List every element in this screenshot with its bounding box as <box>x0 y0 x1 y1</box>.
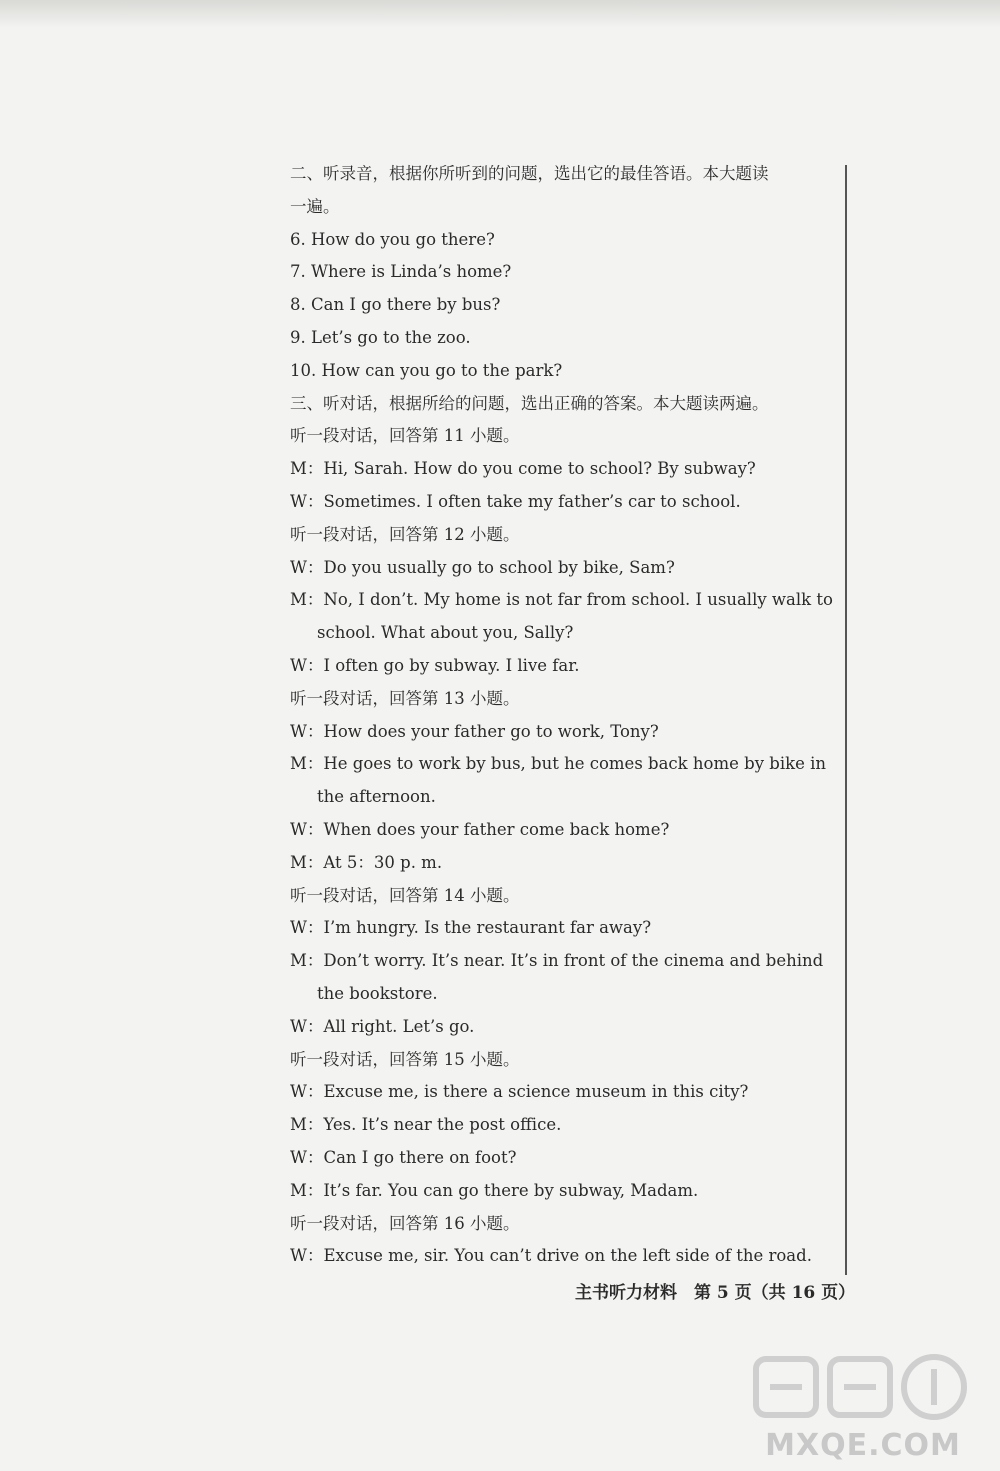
text-line: 听一段对话，回答第 11 小题。 <box>290 426 520 446</box>
text-line: W：All right. Let’s go. <box>290 1016 475 1036</box>
text-line: M：Yes. It’s near the post office. <box>290 1115 562 1135</box>
text-line: the afternoon. <box>317 787 436 807</box>
watermark <box>748 1343 978 1463</box>
text-line: 8. Can I go there by bus? <box>290 295 501 315</box>
text-line: W：Excuse me, is there a science museum in this city? <box>290 1082 749 1102</box>
text-line: M：At 5：30 p. m. <box>290 852 443 872</box>
text-line: W：When does your father come back home? <box>290 819 670 839</box>
text-line: 二、听录音，根据你所听到的问题，选出它的最佳答语。本大题读 <box>290 164 769 183</box>
text-line: M：Hi, Sarah. How do you come to school? By subway? <box>290 459 756 479</box>
text-line: M：It’s far. You can go there by subway, Madam. <box>290 1180 699 1200</box>
text-line: 10. How can you go to the park? <box>290 360 563 380</box>
text-line: 三、听对话，根据所给的问题，选出正确的答案。本大题读两遍。 <box>290 393 769 413</box>
text-line: W：I often go by subway. I live far. <box>290 655 580 675</box>
text-line: school. What about you, Sally? <box>317 623 574 643</box>
text-line: 听一段对话，回答第 16 小题。 <box>290 1213 520 1233</box>
text-line: 9. Let’s go to the zoo. <box>290 327 471 347</box>
text-line: W：Can I go there on foot? <box>290 1147 517 1167</box>
text-line: W：Sometimes. I often take my father’s car to school. <box>290 491 741 511</box>
text-line: W：Excuse me, sir. You can’t drive on the left side of the road. <box>290 1246 812 1266</box>
answer-logo-icon <box>750 1351 970 1423</box>
text-line: W：I’m hungry. Is the restaurant far away? <box>290 918 652 938</box>
text-line: 听一段对话，回答第 12 小题。 <box>290 524 520 544</box>
text-line: 一遍。 <box>290 196 340 216</box>
text-line: W：Do you usually go to school by bike, Sam? <box>290 557 675 577</box>
text-line: M：No, I don’t. My home is not far from school. I usually walk to <box>290 590 833 610</box>
text-line: W：How does your father go to work, Tony? <box>290 721 659 741</box>
text-line: the bookstore. <box>317 983 438 1003</box>
text-line: 6. How do you go there? <box>290 229 495 249</box>
page-footer: 主书听力材料 第 5 页（共 16 页） <box>575 1283 856 1303</box>
listening-script-text <box>290 158 840 1273</box>
text-line: M：He goes to work by bus, but he comes back home by bike in <box>290 754 827 774</box>
page-top-shadow <box>0 0 1000 28</box>
text-line: 听一段对话，回答第 13 小题。 <box>290 688 520 708</box>
text-line: M：Don’t worry. It’s near. It’s in front of the cinema and behind <box>290 951 824 971</box>
right-margin-rule <box>845 165 847 1275</box>
text-line: 7. Where is Linda’s home? <box>290 262 512 282</box>
text-line: 听一段对话，回答第 14 小题。 <box>290 885 520 905</box>
text-line: 听一段对话，回答第 15 小题。 <box>290 1049 520 1069</box>
watermark-text: MXQE.COM <box>765 1428 961 1463</box>
